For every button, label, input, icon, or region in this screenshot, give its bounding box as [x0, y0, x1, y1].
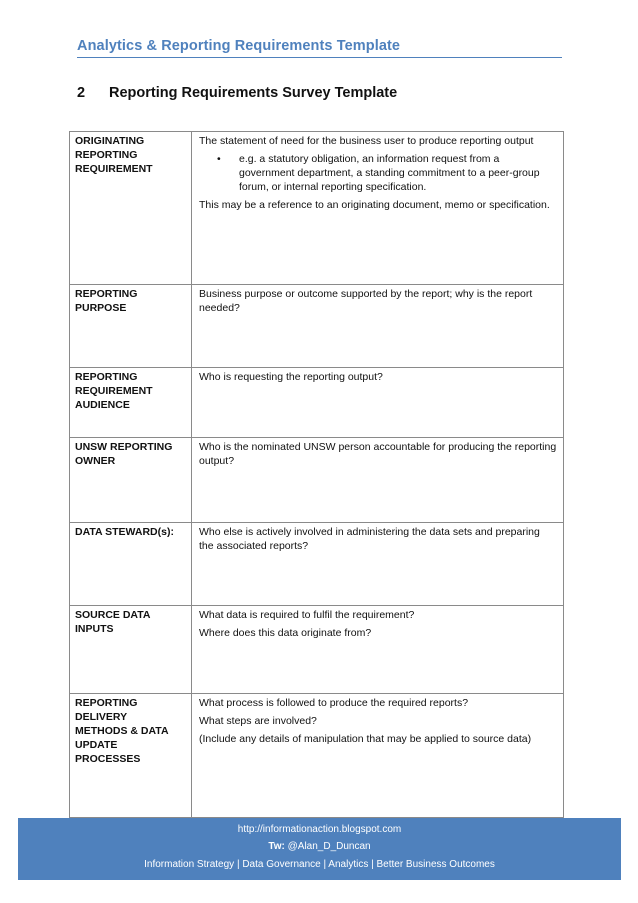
row-description[interactable]: [192, 606, 564, 694]
description-text: Where does this data originate from?: [199, 627, 372, 639]
row-label: [70, 285, 192, 368]
bullet-text: e.g. a statutory obligation, an information request from a government department, a standing commitment to a peer-group forum, or internal reporting specification.: [239, 153, 540, 193]
twitter-prefix: Tw:: [268, 841, 285, 852]
row-label: [70, 132, 192, 285]
label-line: INPUTS: [75, 623, 114, 635]
description-text: What steps are involved?: [199, 715, 317, 727]
description-text: What data is required to fulfil the requirement?: [199, 609, 415, 621]
twitter-handle[interactable]: @Alan_D_Duncan: [287, 841, 371, 852]
description-text: This may be a reference to an originating document, memo or specification.: [199, 199, 550, 211]
table-row: [70, 368, 564, 438]
row-description[interactable]: [192, 368, 564, 438]
requirements-table: [69, 131, 564, 818]
description-text: Who is requesting the reporting output?: [199, 371, 383, 383]
label-line: DATA STEWARD(s):: [75, 526, 174, 538]
header-divider: [77, 57, 562, 58]
label-line: METHODS & DATA: [75, 725, 169, 737]
section-heading: [77, 85, 397, 101]
row-label: [70, 606, 192, 694]
table-row: [70, 694, 564, 818]
label-line: DELIVERY: [75, 711, 128, 723]
row-label: [70, 523, 192, 606]
label-line: REQUIREMENT: [75, 163, 153, 175]
label-line: OWNER: [75, 455, 116, 467]
label-line: PROCESSES: [75, 753, 141, 765]
row-description[interactable]: [192, 523, 564, 606]
bullet-list: [199, 152, 557, 194]
label-line: REPORTING: [75, 371, 138, 383]
footer-url[interactable]: http://informationaction.blogspot.com: [237, 824, 402, 835]
description-text: (Include any details of manipulation that may be applied to source data): [199, 733, 532, 745]
label-line: UPDATE: [75, 739, 118, 751]
table-row: [70, 132, 564, 285]
description-text: Who else is actively involved in administering the data sets and preparing the associated reports?: [199, 526, 540, 552]
label-line: PURPOSE: [75, 302, 127, 314]
description-text: What process is followed to produce the required reports?: [199, 697, 469, 709]
row-label: [70, 694, 192, 818]
footer-twitter: [18, 841, 621, 852]
label-line: REPORTING: [75, 697, 138, 709]
label-line: ORIGINATING: [75, 135, 145, 147]
footer-tagline: Information Strategy | Data Governance | Analytics | Better Business Outcomes: [144, 859, 495, 870]
row-label: [70, 368, 192, 438]
row-description[interactable]: [192, 694, 564, 818]
row-label: [70, 438, 192, 523]
description-text: Business purpose or outcome supported by the report; why is the report needed?: [199, 288, 533, 314]
label-line: AUDIENCE: [75, 399, 130, 411]
description-text: The statement of need for the business user to produce reporting output: [199, 135, 534, 147]
label-line: REPORTING: [75, 149, 138, 161]
label-line: UNSW REPORTING: [75, 441, 173, 453]
document-header-title: Analytics & Reporting Requirements Template: [77, 38, 401, 54]
table-row: [70, 438, 564, 523]
row-description[interactable]: [192, 438, 564, 523]
label-line: SOURCE DATA: [75, 609, 151, 621]
table-row: [70, 606, 564, 694]
table-row: [70, 523, 564, 606]
table-row: [70, 285, 564, 368]
row-description[interactable]: [192, 285, 564, 368]
section-title: Reporting Requirements Survey Template: [109, 85, 398, 101]
section-number: 2: [77, 85, 86, 101]
label-line: REPORTING: [75, 288, 138, 300]
label-line: REQUIREMENT: [75, 385, 153, 397]
list-item: [199, 152, 557, 194]
page-footer: [18, 818, 621, 880]
row-description[interactable]: [192, 132, 564, 285]
bullet-icon: •: [217, 153, 221, 165]
description-text: Who is the nominated UNSW person accountable for producing the reporting output?: [199, 441, 557, 467]
